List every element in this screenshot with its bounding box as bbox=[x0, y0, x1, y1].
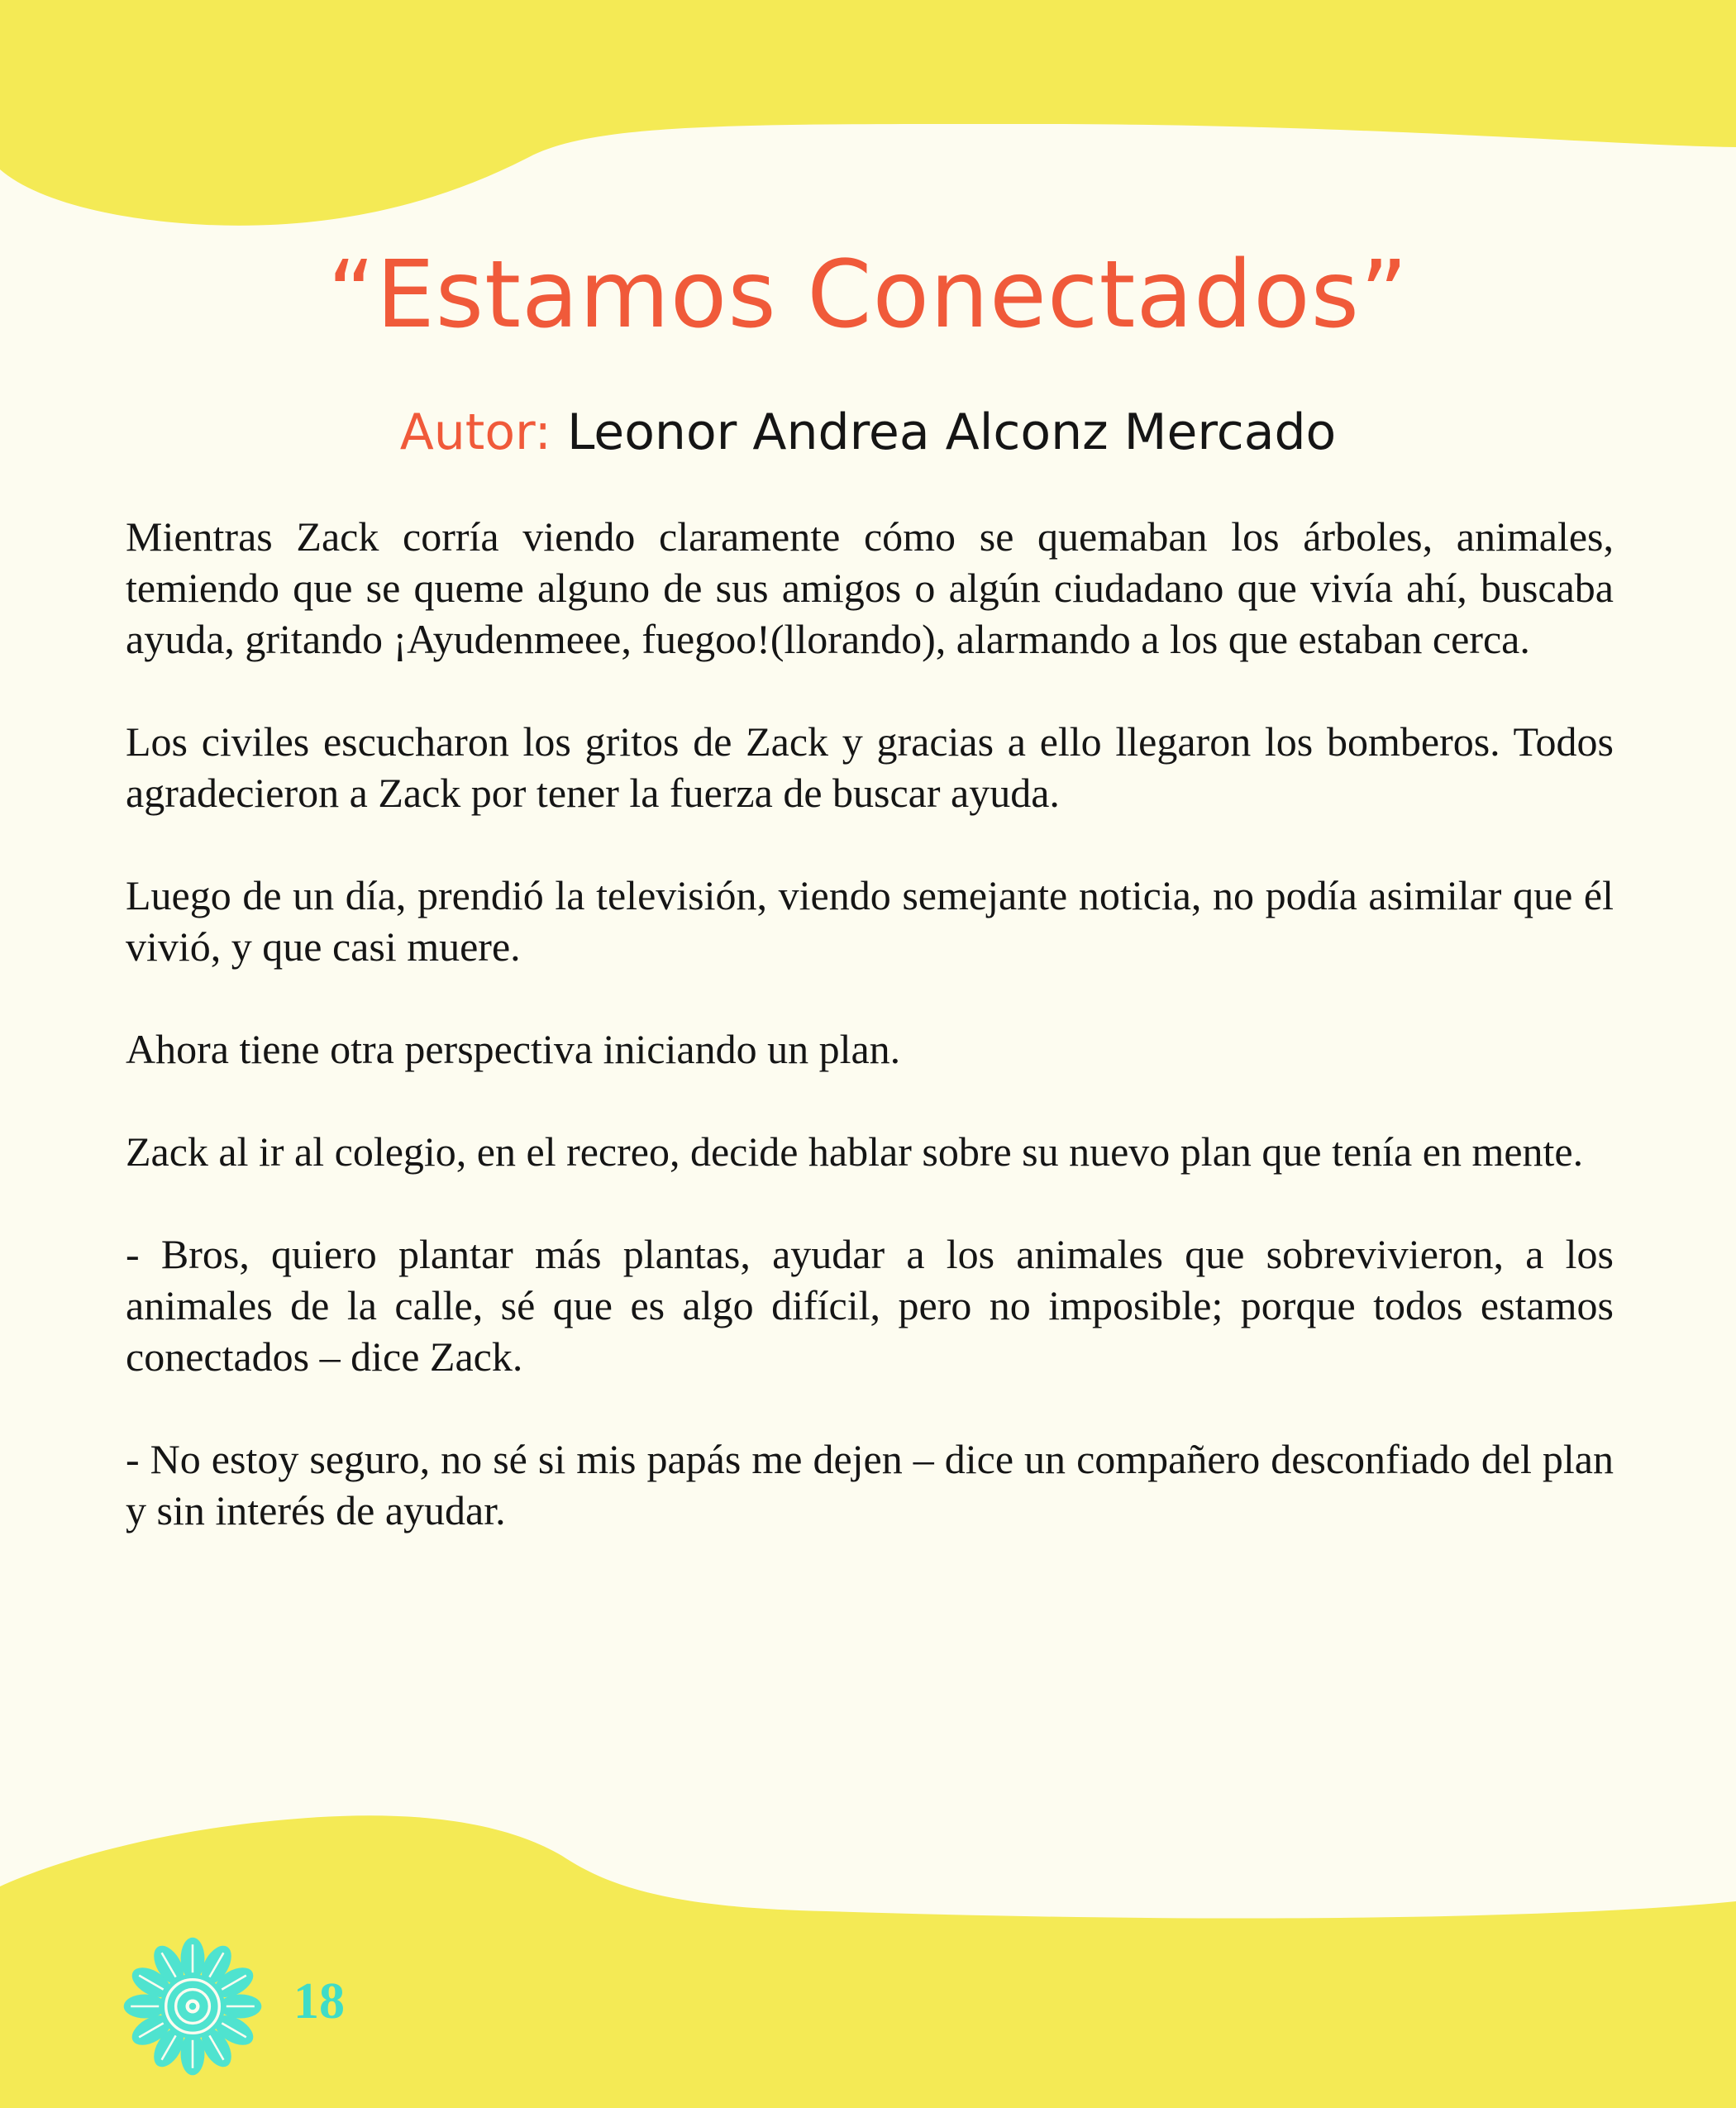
author-name: Leonor Andrea Alconz Mercado bbox=[566, 403, 1337, 461]
paragraph: Zack al ir al colegio, en el recreo, decide hablar sobre su nuevo plan que tenía en mente. bbox=[126, 1128, 1584, 1175]
paragraph: Luego de un día, prendió la televisión, viendo semejante noticia, no podía asimilar que él vivió, y que casi muere. bbox=[126, 872, 1614, 970]
paragraph: Mientras Zack corría viendo claramente cómo se quemaban los árboles, animales, temiendo que se queme alguno de sus amigos o algún ciudadano que vivía ahí, buscaba ayuda, gritando ¡Ayudenmeee, fuegoo!(llorando), alarmando a los que estaban cerca. bbox=[126, 513, 1614, 662]
paragraph: - Bros, quiero plantar más plantas, ayudar a los animales que sobrevivieron, a los animales de la calle, sé que es algo difícil, pero no imposible; porque todos estamos conectados – dice Zack. bbox=[126, 1231, 1614, 1380]
paragraph: - No estoy seguro, no sé si mis papás me dejen – dice un compañero desconfiado del plan y sin interés de ayudar. bbox=[126, 1436, 1614, 1533]
author-line bbox=[0, 403, 1736, 462]
top-wave-decoration bbox=[0, 0, 1736, 248]
story-title: “Estamos Conectados” bbox=[327, 241, 1409, 349]
page-number: 18 bbox=[293, 1973, 345, 2029]
paragraph: Ahora tiene otra perspectiva iniciando un plan. bbox=[126, 1026, 901, 1072]
story-body bbox=[126, 511, 1614, 1587]
author-label: Autor: bbox=[399, 403, 551, 461]
paragraph: Los civiles escucharon los gritos de Zack y gracias a ello llegaron los bomberos. Todos agradecieron a Zack por tener la fuerza de buscar ayuda. bbox=[126, 718, 1614, 816]
flower-mandala-icon bbox=[122, 1936, 263, 2077]
